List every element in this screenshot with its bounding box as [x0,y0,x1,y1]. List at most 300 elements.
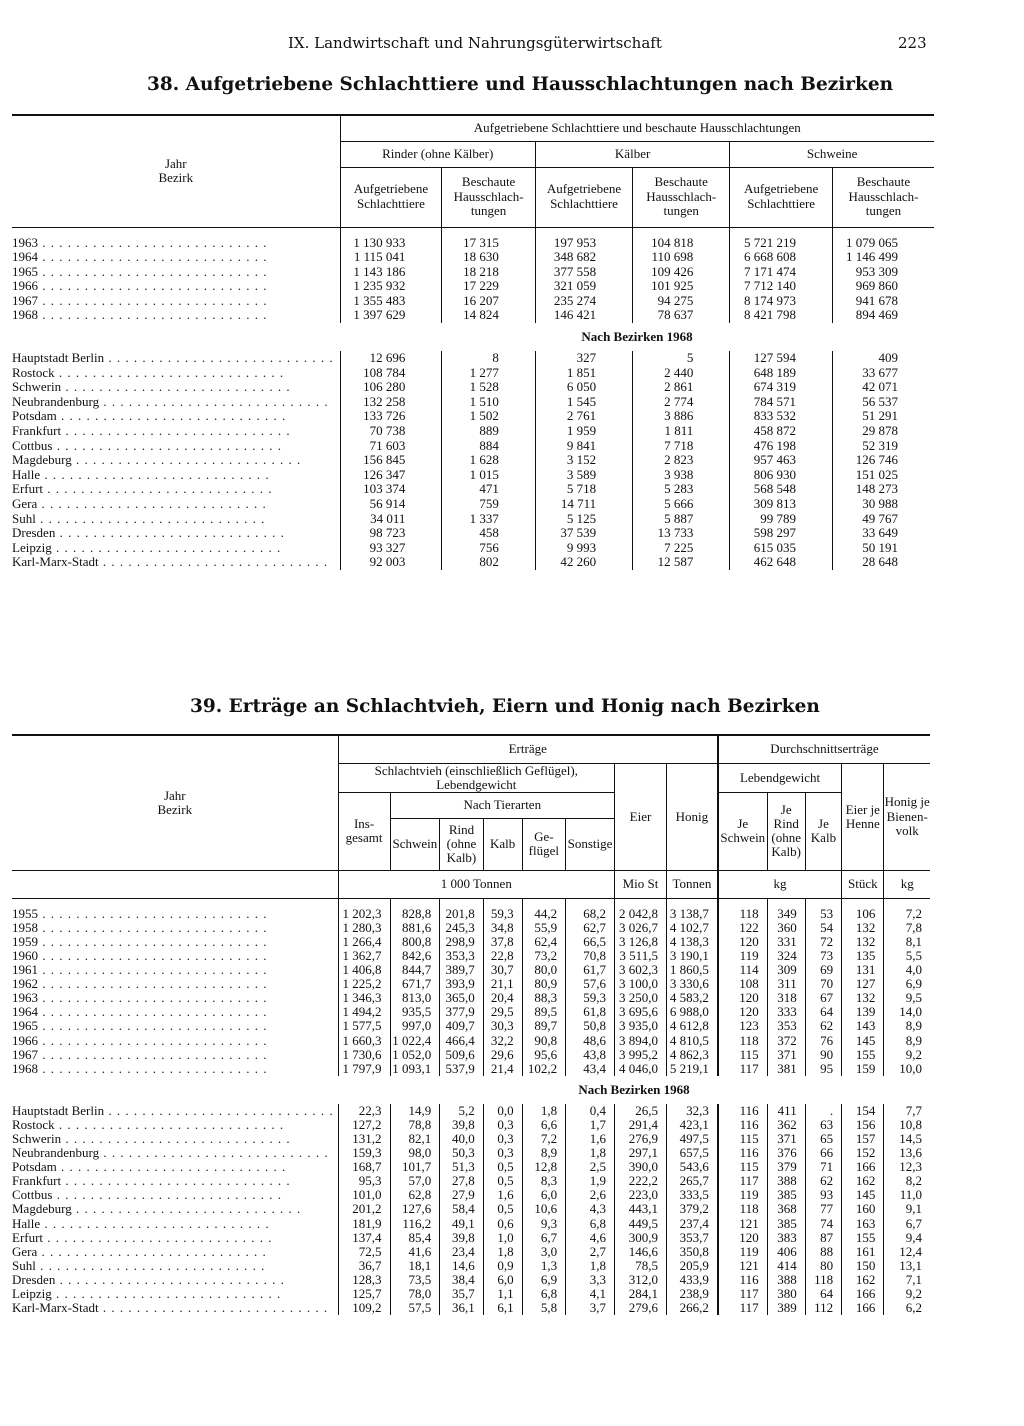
row-label [12,1062,338,1076]
cell-value: 4 583,2 [666,991,717,1005]
cell-value: 12,8 [522,1160,566,1174]
row-label-text: 1962 [12,977,38,992]
cell-value: 70 [805,977,841,991]
cell-value: 1 860,5 [666,963,717,977]
row-label-text: Suhl [12,511,36,526]
cell-value: 110 698 [633,250,730,265]
cell-value: 90,8 [522,1034,566,1048]
row-label [12,921,338,935]
cell-value: 62 [805,1174,841,1188]
cell-value: 1 015 [442,468,536,483]
cell-value: 333,5 [666,1188,717,1202]
cell-value: 390,0 [615,1160,667,1174]
cell-value: 5 721 219 [730,236,833,251]
leader-dots [104,1104,334,1118]
cell-value: 127 [842,977,884,991]
cell-value: 9,1 [884,1202,930,1216]
leader-dots [52,541,282,555]
cell-value: 671,7 [390,977,440,991]
cell-value: 166 [842,1160,884,1174]
row-label [12,497,340,512]
cell-value: 14 824 [442,308,536,323]
cell-value: 1 052,0 [390,1048,440,1062]
row-label-text: Dresden [12,526,56,541]
cell-value: 120 [718,935,767,949]
leader-dots [43,1231,273,1245]
row-label [12,439,340,454]
cell-value: 132 258 [340,395,442,410]
cell-value: 78 637 [633,308,730,323]
cell-value: 1,7 [566,1118,615,1132]
row-label-text: Dresden [12,1272,56,1287]
cell-value: 22,3 [338,1104,390,1118]
cell-value: 21,4 [483,1062,522,1076]
cell-value: 78,8 [390,1118,440,1132]
stub-header [12,735,338,870]
col-aufgetriebene: Aufgetriebene Schlachttiere [730,167,833,227]
cell-value: 8 [442,351,536,366]
cell-value: 16 207 [442,294,536,309]
cell-value: 1 502 [442,409,536,424]
cell-value: 63 [805,1118,841,1132]
leader-dots [38,1034,268,1048]
cell-value: 350,8 [666,1245,717,1259]
cell-value: 98 723 [340,526,442,541]
cell-value: 64 [805,1287,841,1301]
cell-value: 1 146 499 [832,250,934,265]
cell-value: 34 011 [340,512,442,527]
table-row [12,1245,930,1259]
cell-value: 1,8 [566,1146,615,1160]
row-label [12,907,338,921]
cell-value: 1 346,3 [338,991,390,1005]
table-row [12,1019,930,1033]
cell-value: 0,6 [483,1217,522,1231]
table-39-district-rows [12,1104,930,1315]
cell-value: 0,5 [483,1160,522,1174]
leader-dots [61,1174,291,1188]
cell-value: 1,3 [522,1259,566,1273]
cell-value: 88 [805,1245,841,1259]
cell-value: 1 494,2 [338,1005,390,1019]
cell-value: 6,7 [522,1231,566,1245]
table-38-section [12,323,934,351]
cell-value: 371 [767,1048,805,1062]
leader-dots [38,949,268,963]
cell-value: 14 711 [535,497,632,512]
cell-value: 30,3 [483,1019,522,1033]
col-schwein: Schwein [390,818,440,870]
table-38-header [12,115,934,227]
table-row [12,541,934,556]
table-row [12,1188,930,1202]
cell-value: 265,7 [666,1174,717,1188]
cell-value: 383 [767,1231,805,1245]
col-honig-je-volk: Honig je Bienen-volk [884,763,930,870]
cell-value: 7,1 [884,1273,930,1287]
cell-value: 1 277 [442,366,536,381]
cell-value: 372 [767,1034,805,1048]
row-label [12,236,340,251]
cell-value: 155 [842,1231,884,1245]
table-row [12,497,934,512]
cell-value: 56 537 [832,395,934,410]
cell-value: 377,9 [440,1005,484,1019]
cell-value: 376 [767,1146,805,1160]
row-label-text: Cottbus [12,1188,53,1203]
cell-value: 3,3 [566,1273,615,1287]
cell-value: 10,6 [522,1202,566,1216]
cell-value: 385 [767,1217,805,1231]
cell-value: 132 [842,991,884,1005]
cell-value: 389 [767,1301,805,1315]
cell-value: 4 810,5 [666,1034,717,1048]
row-label [12,949,338,963]
cell-value: 160 [842,1202,884,1216]
leader-dots [38,963,268,977]
cell-value: 235 274 [535,294,632,309]
cell-value: 1,0 [483,1231,522,1245]
table-row [12,1259,930,1273]
cell-value: 10,8 [884,1118,930,1132]
leader-dots [57,1160,287,1174]
cell-value: 9,5 [884,991,930,1005]
cell-value: 64 [805,1005,841,1019]
table-row [12,949,930,963]
row-label-text: Rostock [12,1117,55,1132]
cell-value: 327 [535,351,632,366]
cell-value: 8,3 [522,1174,566,1188]
cell-value: 4 138,3 [666,935,717,949]
cell-value: 222,2 [615,1174,667,1188]
table-row [12,265,934,280]
row-label-text: Karl-Marx-Stadt [12,555,99,570]
cell-value: 116 [718,1104,767,1118]
col-gefluegel: Ge-flügel [522,818,566,870]
row-label-text: Karl-Marx-Stadt [12,1301,99,1316]
table-row [12,977,930,991]
cell-value: 379 [767,1160,805,1174]
row-label [12,380,340,395]
cell-value: 12,4 [884,1245,930,1259]
cell-value: 844,7 [390,963,440,977]
row-label [12,1245,338,1259]
row-label [12,1174,338,1188]
leader-dots [38,265,268,279]
leader-dots [36,512,266,526]
cell-value: 119 [718,1188,767,1202]
col-eier: Eier [615,763,667,870]
table-38-title: 38. Aufgetriebene Schlachttiere und Hausschlachtungen nach Bezirken [147,74,894,95]
cell-value: 201,2 [338,1202,390,1216]
cell-value: 55,9 [522,921,566,935]
stub-header-jahr: Jahr [164,155,187,171]
leader-dots [52,1188,282,1202]
cell-value: 43,4 [566,1062,615,1076]
cell-value: 119 [718,1245,767,1259]
cell-value: 57,0 [390,1174,440,1188]
cell-value: 8,9 [884,1034,930,1048]
header-nach-tierarten: Nach Tierarten [390,792,615,818]
cell-value: 379,2 [666,1202,717,1216]
cell-value: 80 [805,1259,841,1273]
unit-kg: kg [718,870,842,898]
cell-value: 9 841 [535,439,632,454]
cell-value: 409 [832,351,934,366]
cell-value: 291,4 [615,1118,667,1132]
cell-value: 122 [718,921,767,935]
table-row [12,1160,930,1174]
cell-value: 126 746 [832,453,934,468]
row-label-text: 1967 [12,293,38,308]
cell-value: 8,9 [522,1146,566,1160]
cell-value: 1 266,4 [338,935,390,949]
row-label-text: Schwerin [12,380,62,395]
cell-value: 5,8 [522,1301,566,1315]
row-label [12,555,340,570]
cell-value: 29,6 [483,1048,522,1062]
cell-value: 1 202,3 [338,907,390,921]
header-ertraege: Erträge [338,735,718,763]
cell-value: 833 532 [730,409,833,424]
cell-value: 118 [718,907,767,921]
section-label: Nach Bezirken 1968 [581,328,693,344]
cell-value: 39,8 [440,1231,484,1245]
row-label-text: 1966 [12,1033,38,1048]
cell-value: 12,3 [884,1160,930,1174]
cell-value: 1 079 065 [832,236,934,251]
cell-value: 118 [718,1034,767,1048]
cell-value: 72 [805,935,841,949]
cell-value: 957 463 [730,453,833,468]
cell-value: 21,1 [483,977,522,991]
leader-dots [36,1259,266,1273]
row-label [12,541,340,556]
cell-value: 156 [842,1118,884,1132]
cell-value: 61,7 [566,963,615,977]
cell-value: 87 [805,1231,841,1245]
col-kalb: Kalb [483,818,522,870]
cell-value: 108 784 [340,366,442,381]
row-label [12,1259,338,1273]
leader-dots [61,1132,291,1146]
cell-value: 61,8 [566,1005,615,1019]
cell-value: 13 733 [633,526,730,541]
table-row [12,380,934,395]
section-label: Nach Bezirken 1968 [578,1081,690,1097]
table-row [12,1202,930,1216]
cell-value: 6 050 [535,380,632,395]
cell-value: 50,3 [440,1146,484,1160]
table-row [12,1217,930,1231]
cell-value: 1,6 [566,1132,615,1146]
row-label-text: Potsdam [12,409,57,424]
table-row [12,907,930,921]
cell-value: 14,6 [440,1259,484,1273]
cell-value: 98,0 [390,1146,440,1160]
cell-value: 85,4 [390,1231,440,1245]
row-label-text: 1960 [12,948,38,963]
cell-value: 72,5 [338,1245,390,1259]
leader-dots [99,1146,329,1160]
row-label [12,265,340,280]
row-label [12,1202,338,1216]
cell-value: 9,3 [522,1217,566,1231]
leader-dots [40,468,270,482]
cell-value: 69 [805,963,841,977]
cell-value: 1,8 [566,1259,615,1273]
cell-value: 1 235 932 [340,279,442,294]
cell-value: 104 818 [633,236,730,251]
row-label [12,351,340,366]
table-row [12,482,934,497]
cell-value: 1 337 [442,512,536,527]
table-row [12,921,930,935]
cell-value: 6,2 [884,1301,930,1315]
cell-value: 41,6 [390,1245,440,1259]
cell-value: 9,2 [884,1287,930,1301]
row-label [12,1104,338,1118]
cell-value: 414 [767,1259,805,1273]
cell-value: 385 [767,1188,805,1202]
col-aufgetriebene: Aufgetriebene Schlachttiere [340,167,442,227]
cell-value: 1 660,3 [338,1034,390,1048]
cell-value: 238,9 [666,1287,717,1301]
table-row [12,468,934,483]
cell-value: 11,0 [884,1188,930,1202]
cell-value: 56 914 [340,497,442,512]
col-beschaute: Beschaute Hausschlach-tungen [633,167,730,227]
cell-value: 162 [842,1273,884,1287]
cell-value: 3 886 [633,409,730,424]
cell-value: 7 718 [633,439,730,454]
cell-value: 365,0 [440,991,484,1005]
cell-value: 802 [442,555,536,570]
cell-value: 6,0 [522,1188,566,1202]
row-label [12,1231,338,1245]
cell-value: 121 [718,1259,767,1273]
cell-value: 5 125 [535,512,632,527]
row-label [12,526,340,541]
cell-value: 1 628 [442,453,536,468]
cell-value: 29 878 [832,424,934,439]
cell-value: 1,6 [483,1188,522,1202]
table-row [12,1301,930,1315]
cell-value: 112 [805,1301,841,1315]
row-label-text: Magdeburg [12,453,72,468]
cell-value: 117 [718,1062,767,1076]
row-label [12,482,340,497]
cell-value: 4 046,0 [615,1062,667,1076]
cell-value: 48,6 [566,1034,615,1048]
cell-value: 1 811 [633,424,730,439]
table-38-district-rows [12,351,934,570]
cell-value: 32,2 [483,1034,522,1048]
table-row [12,1005,930,1019]
cell-value: 0,3 [483,1118,522,1132]
leader-dots [57,409,287,423]
cell-value: 52 319 [832,439,934,454]
cell-value: 333 [767,1005,805,1019]
cell-value: 117 [718,1287,767,1301]
cell-value: 59,3 [483,907,522,921]
cell-value: 3 026,7 [615,921,667,935]
cell-value: 443,1 [615,1202,667,1216]
cell-value: 7 712 140 [730,279,833,294]
cell-value: 74 [805,1217,841,1231]
cell-value: 18 630 [442,250,536,265]
cell-value: 4 102,7 [666,921,717,935]
table-row [12,963,930,977]
cell-value: 1 280,3 [338,921,390,935]
cell-value: 7,2 [522,1132,566,1146]
row-label [12,963,338,977]
cell-value: 146 421 [535,308,632,323]
cell-value: 161 [842,1245,884,1259]
cell-value: 146,6 [615,1245,667,1259]
col-sonstige: Sonstige [566,818,615,870]
cell-value: 2 861 [633,380,730,395]
cell-value: 1 143 186 [340,265,442,280]
row-label-text: Magdeburg [12,1202,72,1217]
cell-value: 89,7 [522,1019,566,1033]
cell-value: 40,0 [440,1132,484,1146]
cell-value: 462 648 [730,555,833,570]
cell-value: . [805,1104,841,1118]
cell-value: 466,4 [440,1034,484,1048]
cell-value: 377 558 [535,265,632,280]
cell-value: 145 [842,1034,884,1048]
cell-value: 23,4 [440,1245,484,1259]
table-row [12,279,934,294]
cell-value: 37 539 [535,526,632,541]
cell-value: 127,6 [390,1202,440,1216]
cell-value: 120 [718,1005,767,1019]
unit-mio-st: Mio St [615,870,667,898]
leader-dots [38,991,268,1005]
row-label-text: Halle [12,1216,41,1231]
cell-value: 117 [718,1301,767,1315]
col-eier-je-henne: Eier je Henne [842,763,884,870]
cell-value: 6,1 [483,1301,522,1315]
cell-value: 3 935,0 [615,1019,667,1033]
cell-value: 70 738 [340,424,442,439]
cell-value: 300,9 [615,1231,667,1245]
cell-value: 99 789 [730,512,833,527]
row-label [12,1188,338,1202]
cell-value: 20,4 [483,991,522,1005]
cell-value: 5 666 [633,497,730,512]
cell-value: 42 071 [832,380,934,395]
cell-value: 1,8 [522,1104,566,1118]
cell-value: 106 280 [340,380,442,395]
row-label-text: 1963 [12,235,38,250]
col-aufgetriebene: Aufgetriebene Schlachttiere [535,167,632,227]
cell-value: 7,7 [884,1104,930,1118]
row-label-text: 1958 [12,920,38,935]
cell-value: 77 [805,1202,841,1216]
cell-value: 1 851 [535,366,632,381]
cell-value: 2 823 [633,453,730,468]
cell-value: 5,2 [440,1104,484,1118]
cell-value: 458 [442,526,536,541]
cell-value: 5 887 [633,512,730,527]
leader-dots [55,526,285,540]
cell-value: 159 [842,1062,884,1076]
row-label-text: 1965 [12,264,38,279]
cell-value: 36,1 [440,1301,484,1315]
row-label-text: Schwerin [12,1132,62,1146]
